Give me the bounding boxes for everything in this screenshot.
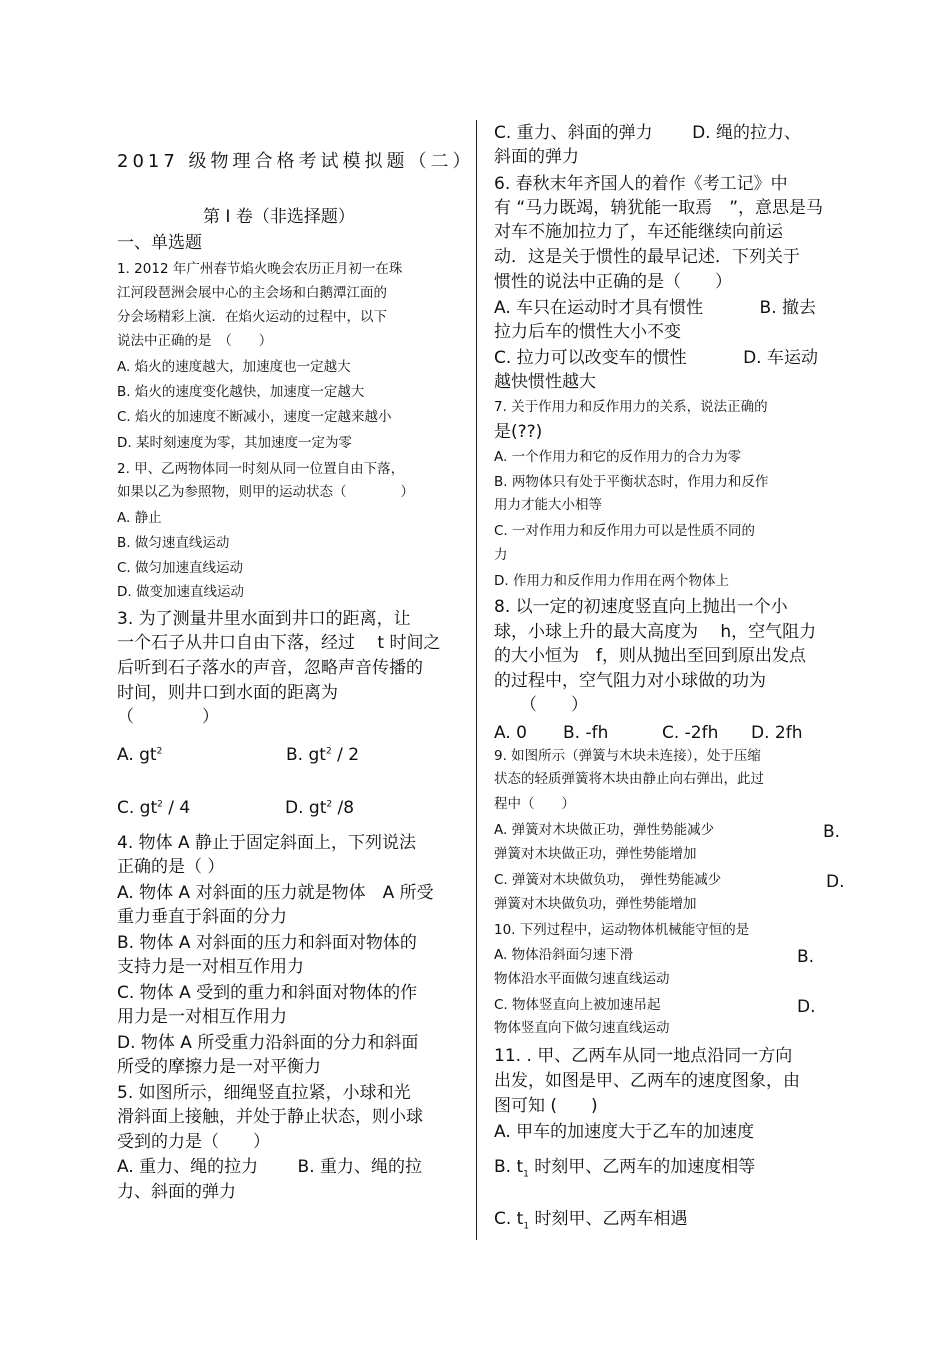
q8-line: 的过程中，空气阻力对小球做的功为	[494, 671, 766, 691]
q6-line: 拉力后车的惯性大小不变	[494, 322, 681, 342]
q8-line: 球，小球上升的最大高度为 h，空气阻力	[494, 622, 817, 642]
q2-option-d: D. 做变加速直线运动	[117, 584, 244, 600]
q11-line: 图可知 ( )	[494, 1096, 598, 1116]
q1-option-d: D. 某时刻速度为零，其加速度一定为零	[117, 435, 352, 451]
q9-option-d: 弹簧对木块做负功，弹性势能增加	[494, 896, 697, 912]
q4-line: 用力是一对相互作用力	[117, 1007, 287, 1027]
q9-option-b-label: B.	[823, 822, 841, 842]
q3-option-b: B. $gt^2 / 2$	[286, 745, 360, 765]
q3-option-c: C. $gt^2 / 4$	[117, 798, 191, 818]
q2-line: 如果以乙为参照物，则甲的运动状态（ ）	[117, 484, 414, 500]
q3-line: （ ）	[117, 707, 219, 727]
q1-line: 分会场精彩上演．在焰火运动的过程中，以下	[117, 309, 387, 325]
q6-option-ab: A. 车只在运动时才具有惯性 B. 撤去	[494, 298, 817, 318]
q5-line: 力、斜面的弹力	[117, 1182, 236, 1202]
q4-line: 所受的摩擦力是一对平衡力	[117, 1057, 321, 1077]
q10-option-c: C. 物体竖直向上被加速吊起	[494, 997, 661, 1013]
q3-option-a: A. $gt^2$	[117, 745, 163, 765]
q9-option-a: A. 弹簧对木块做正功，弹性势能减少	[494, 822, 715, 838]
q1-option-c: C. 焰火的加速度不断减小，速度一定越来越小	[117, 409, 392, 425]
q4-option-c: C. 物体 A 受到的重力和斜面对物体的作	[117, 983, 418, 1003]
q7-option-b: B. 两物体只有处于平衡状态时，作用力和反作	[494, 474, 769, 490]
q7-line: 是(??)	[494, 422, 543, 442]
q3-line: 时间，则井口到水面的距离为	[117, 683, 338, 703]
q1-option-a: A. 焰火的速度越大，加速度也一定越大	[117, 359, 351, 375]
q2-option-c: C. 做匀加速直线运动	[117, 560, 244, 576]
part-heading: 一、单选题	[117, 233, 202, 253]
q5-line: 斜面的弹力	[494, 147, 579, 167]
exam-title: 2017 级物理合格考试模拟题（二）	[117, 151, 475, 172]
q1-line: 说法中正确的是 （ ）	[117, 333, 273, 349]
q9-option-d-label: D.	[826, 872, 845, 892]
q10-option-a: A. 物体沿斜面匀速下滑	[494, 947, 634, 963]
q7-option-a: A. 一个作用力和它的反作用力的合力为零	[494, 449, 742, 465]
q4-line: 重力垂直于斜面的分力	[117, 907, 287, 927]
q10-line: 10. 下列过程中，运动物体机械能守恒的是	[494, 922, 750, 938]
q6-line: 对车不施加拉力了，车还能继续向前运	[494, 222, 783, 242]
q2-line: 2. 甲、乙两物体同一时刻从同一位置自由下落，	[117, 461, 405, 477]
q6-option-cd: C. 拉力可以改变车的惯性 D. 车运动	[494, 348, 818, 368]
q6-line: 惯性的说法中正确的是（ ）	[494, 272, 732, 292]
q1-line: 1. 2012 年广州春节焰火晚会农历正月初一在珠	[117, 261, 403, 277]
q7-line: 力	[494, 547, 508, 563]
q9-option-c: C. 弹簧对木块做负功， 弹性势能减少	[494, 872, 722, 888]
q4-line: 正确的是（ ）	[117, 857, 225, 877]
q10-option-d-label: D.	[797, 997, 816, 1017]
q11-line: 11. . 甲、乙两车从同一地点沿同一方向	[494, 1046, 793, 1066]
q4-option-d: D. 物体 A 所受重力沿斜面的分力和斜面	[117, 1033, 419, 1053]
q4-line: 4. 物体 A 静止于固定斜面上，下列说法	[117, 833, 417, 853]
q3-line: 一个石子从井口自由下落，经过 t 时间之	[117, 633, 441, 653]
q7-line: 7. 关于作用力和反作用力的关系，说法正确的	[494, 399, 768, 415]
q10-option-d: 物体竖直向下做匀速直线运动	[494, 1020, 670, 1036]
q6-line: 越快惯性越大	[494, 372, 596, 392]
q4-option-b: B. 物体 A 对斜面的压力和斜面对物体的	[117, 933, 417, 953]
q7-option-c: C. 一对作用力和反作用力可以是性质不同的	[494, 523, 756, 539]
column-divider	[476, 120, 477, 1240]
q8-line: 8. 以一定的初速度竖直向上抛出一个小	[494, 597, 788, 617]
q8-option-a: A. 0	[494, 723, 527, 743]
q5-option-cd: C. 重力、斜面的弹力 D. 绳的拉力、	[494, 123, 801, 143]
q1-line: 江河段琶洲会展中心的主会场和白鹅潭江面的	[117, 285, 387, 301]
q11-option-b: B. $t_1$ 时刻甲、乙两车的加速度相等	[494, 1157, 756, 1180]
q6-line: 有 “马力既竭，辀犹能一取焉 ”，意思是马	[494, 198, 824, 218]
q1-option-b: B. 焰火的速度变化越快，加速度一定越大	[117, 384, 365, 400]
q5-line: 受到的力是（ ）	[117, 1132, 270, 1152]
q8-line: 的大小恒为 f，则从抛出至回到原出发点	[494, 646, 806, 666]
q11-option-c: C. $t_1$ 时刻甲、乙两车相遇	[494, 1209, 688, 1232]
q3-line: 3. 为了测量井里水面到井口的距离，让	[117, 609, 411, 629]
q10-option-b-label: B.	[797, 947, 815, 967]
q7-line: 用力才能大小相等	[494, 497, 602, 513]
q3-line: 后听到石子落水的声音，忽略声音传播的	[117, 658, 423, 678]
q4-option-a: A. 物体 A 对斜面的压力就是物体 A 所受	[117, 883, 434, 903]
q10-option-b: 物体沿水平面做匀速直线运动	[494, 971, 670, 987]
q5-option-ab: A. 重力、绳的拉力 B. 重力、绳的拉	[117, 1157, 423, 1177]
q9-line: 9. 如图所示（弹簧与木块未连接），处于压缩	[494, 748, 761, 764]
q8-option-b: B. -fh	[563, 723, 609, 743]
q11-line: 出发，如图是甲、乙两车的速度图象，由	[494, 1071, 800, 1091]
q5-line: 5. 如图所示，细绳竖直拉紧，小球和光	[117, 1083, 411, 1103]
q8-option-c: C. -2fh	[662, 723, 719, 743]
q6-line: 6. 春秋末年齐国人的着作《考工记》中	[494, 174, 788, 194]
q2-option-b: B. 做匀速直线运动	[117, 535, 230, 551]
q7-option-d: D. 作用力和反作用力作用在两个物体上	[494, 573, 729, 589]
q8-line: （ ）	[520, 695, 588, 715]
q9-option-b: 弹簧对木块做正功，弹性势能增加	[494, 846, 697, 862]
q9-line: 程中（ ）	[494, 796, 575, 812]
q9-line: 状态的轻质弹簧将木块由静止向右弹出，此过	[494, 771, 764, 787]
q5-line: 滑斜面上接触，并处于静止状态，则小球	[117, 1107, 423, 1127]
section-heading: 第 I 卷（非选择题）	[203, 207, 355, 227]
q3-option-d: D. $gt^2$ /8	[285, 798, 355, 818]
q8-option-d: D. 2fh	[751, 723, 803, 743]
q6-line: 动．这是关于惯性的最早记述．下列关于	[494, 247, 800, 267]
q4-line: 支持力是一对相互作用力	[117, 957, 304, 977]
q2-option-a: A. 静止	[117, 510, 162, 526]
q11-option-a: A. 甲车的加速度大于乙车的加速度	[494, 1122, 755, 1142]
